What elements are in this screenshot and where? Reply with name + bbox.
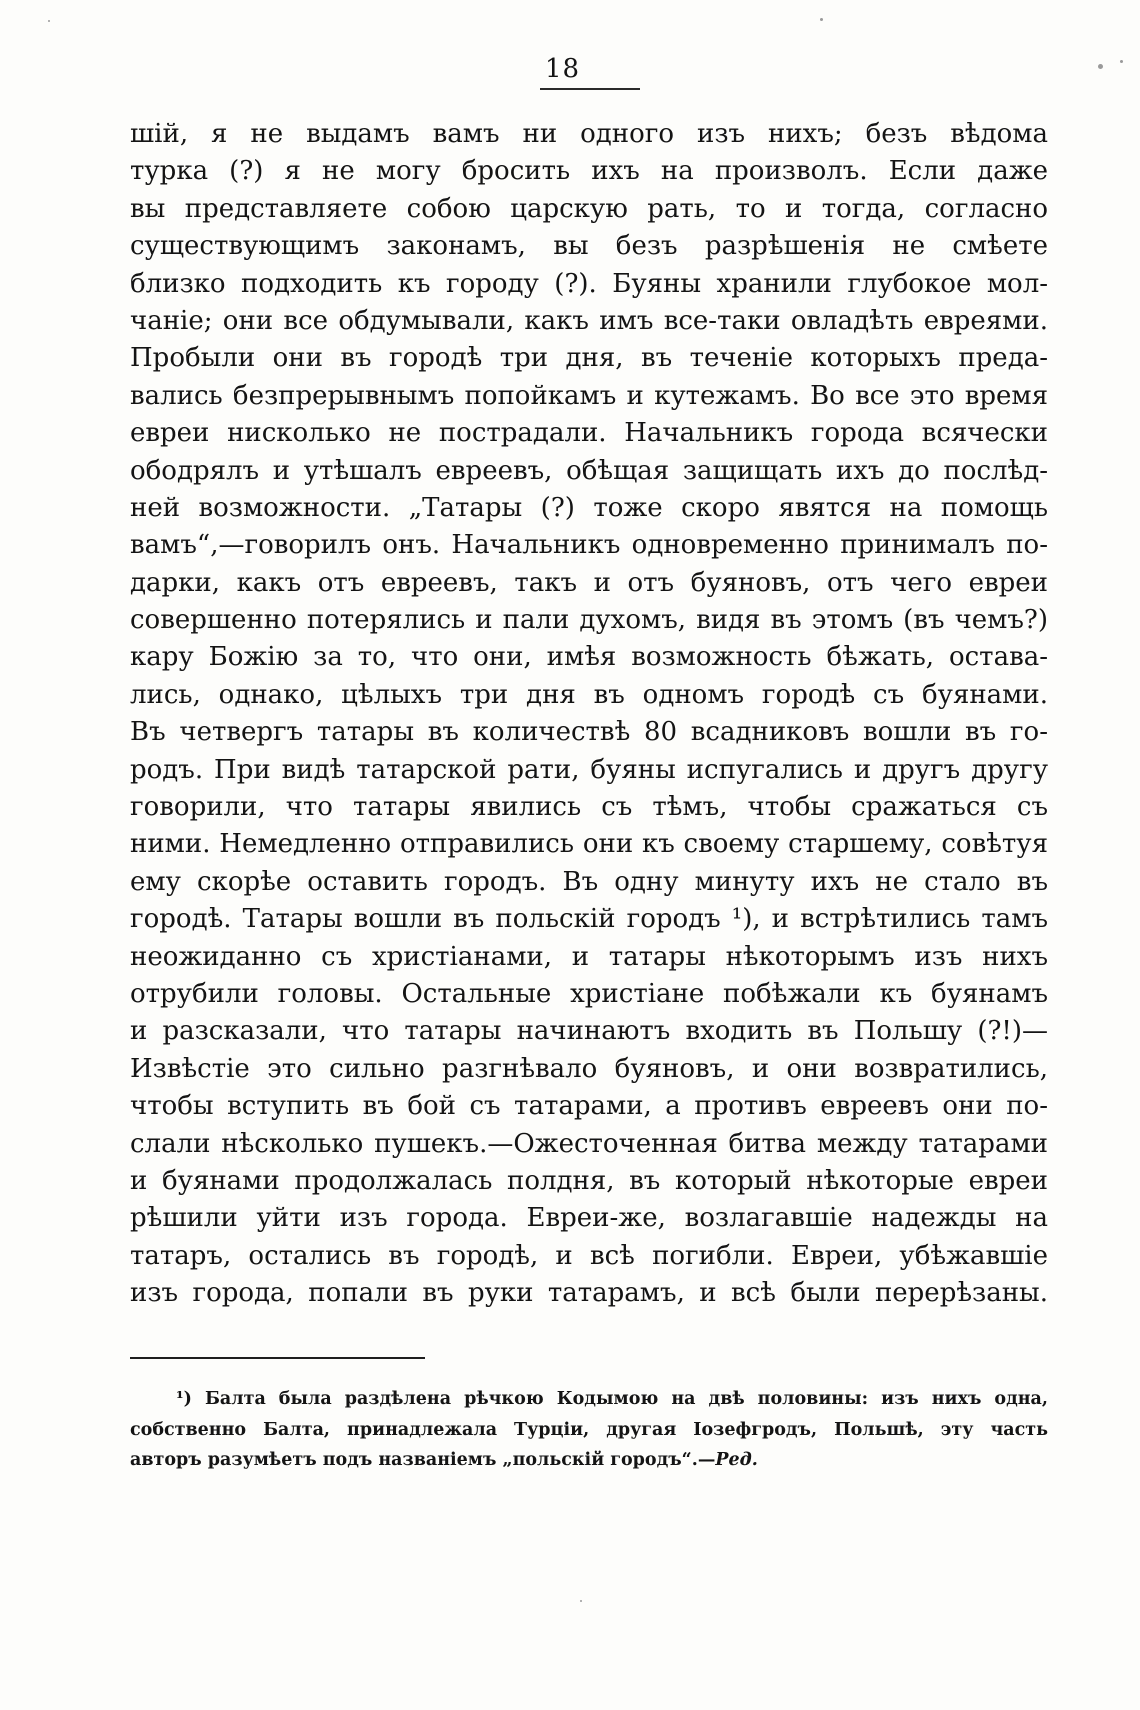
footnote-separator <box>130 1357 425 1359</box>
text-line: городѣ. Татары вошли въ польскій городъ ¹), и встрѣтились тамъ <box>130 904 1048 935</box>
footnote <box>130 1384 1048 1476</box>
text-line: Пробыли они въ городѣ три дня, въ теченіе которыхъ преда- <box>130 343 1048 374</box>
scan-speck <box>820 18 823 21</box>
text-line: ней возможности. „Татары (?) тоже скоро явятся на помощь <box>130 492 1048 523</box>
page-number-underline <box>540 88 640 90</box>
text-line: родъ. При видѣ татарской рати, буяны испугались и другъ другу <box>130 754 1048 785</box>
text-line: рѣшили уйти изъ города. Евреи-же, возлагавшіе надежды на <box>130 1203 1048 1234</box>
text-line: шій, я не выдамъ вамъ ни одного изъ нихъ; безъ вѣдома <box>130 119 1048 149</box>
footnote-line-text: авторъ разумѣетъ подъ названіемъ „польскій городъ“.— <box>130 1450 716 1470</box>
text-line: слали нѣсколько пушекъ.—Ожесточенная битва между татарами <box>130 1128 1048 1159</box>
text-line: отрубили головы. Остальные христіане побѣжали къ буянамъ <box>130 978 1048 1009</box>
page-number: 18 <box>545 54 581 84</box>
text-line: Въ четвергъ татары въ количествѣ 80 всадниковъ вошли въ го- <box>130 717 1048 748</box>
text-line: ему скорѣе оставить городъ. Въ одну минуту ихъ не стало въ <box>130 866 1048 897</box>
text-line: существующимъ законамъ, вы безъ разрѣшенія не смѣете <box>130 231 1048 262</box>
text-line: ободрялъ и утѣшалъ евреевъ, обѣщая защищать ихъ до послѣд- <box>130 455 1048 486</box>
text-line: вы представляете собою царскую рать, то и тогда, согласно <box>130 193 1048 224</box>
text-line: ними. Немедленно отправились они къ своему старшему, совѣтуя <box>130 829 1048 860</box>
text-line: изъ города, попали въ руки татарамъ, и всѣ были перерѣзаны. <box>130 1278 1048 1309</box>
footnote-line-last <box>130 1445 1048 1476</box>
text-line: неожиданно съ христіанами, и татары нѣкоторымъ изъ нихъ <box>130 941 1048 972</box>
text-line: совершенно потерялись и пали духомъ, видя въ этомъ (въ чемъ?) <box>130 605 1048 636</box>
text-line: говорили, что татары явились съ тѣмъ, чтобы сражаться съ <box>130 792 1048 823</box>
editor-mark: Ред. <box>715 1450 758 1470</box>
scan-speck <box>48 20 50 22</box>
scan-speck <box>580 1600 582 1602</box>
text-line: евреи нисколько не пострадали. Начальникъ города всячески <box>130 418 1048 449</box>
text-line: вались безпрерывнымъ попойкамъ и кутежамъ. Во все это время <box>130 380 1048 411</box>
text-line: дарки, какъ отъ евреевъ, такъ и отъ буяновъ, отъ чего евреи <box>130 567 1048 598</box>
scan-speck <box>1120 60 1123 63</box>
text-line: чаніе; они все обдумывали, какъ имъ все-таки овладѣть евреями. <box>130 305 1048 336</box>
text-line: татаръ, остались въ городѣ, и всѣ погибли. Евреи, убѣжавшіе <box>130 1240 1048 1271</box>
footnote-line: собственно Балта, принадлежала Турціи, другая Іозефгродъ, Польшѣ, эту часть <box>130 1419 1048 1440</box>
text-line: лись, однако, цѣлыхъ три дня въ одномъ городѣ съ буянами. <box>130 679 1048 710</box>
text-line: и буянами продолжалась полдня, въ который нѣкоторые евреи <box>130 1165 1048 1196</box>
text-line: близко подходить къ городу (?). Буяны хранили глубокое мол- <box>130 268 1048 299</box>
text-line: чтобы вступить въ бой съ татарами, а противъ евреевъ они по- <box>130 1091 1048 1122</box>
text-line: и разсказали, что татары начинаютъ входить въ Польшу (?!)— <box>130 1016 1048 1047</box>
text-line: Извѣстіе это сильно разгнѣвало буяновъ, и они возвратились, <box>130 1053 1048 1084</box>
text-line: вамъ“,—говорилъ онъ. Начальникъ одновременно принималъ по- <box>130 530 1048 561</box>
text-line: кару Божію за то, что они, имѣя возможность бѣжать, остава- <box>130 642 1048 673</box>
text-line: турка (?) я не могу бросить ихъ на произволъ. Если даже <box>130 156 1048 187</box>
footnote-line: ¹) Балта была раздѣлена рѣчкою Кодымою на двѣ половины: изъ нихъ одна, <box>176 1389 1048 1409</box>
body-text <box>130 116 1048 1313</box>
scan-speck <box>1098 64 1103 69</box>
